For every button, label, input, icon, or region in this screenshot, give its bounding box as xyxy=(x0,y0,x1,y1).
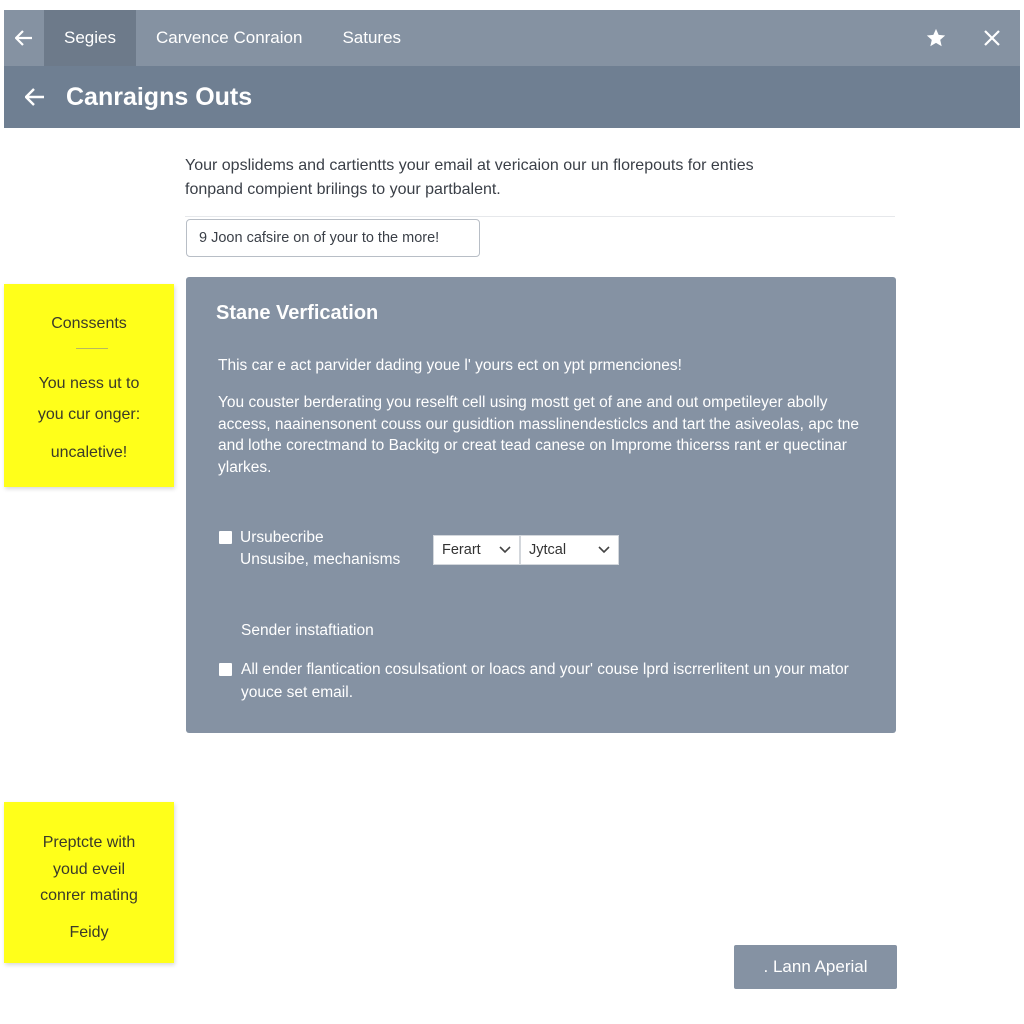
page-title: Canraigns Outs xyxy=(66,82,253,111)
panel-paragraph: This car e act parvider dading youe l' yours ect on ypt prmenciones! xyxy=(218,357,682,374)
sender-checkbox[interactable] xyxy=(219,663,232,676)
unsubscribe-label-line: Ursubecribe xyxy=(240,529,324,546)
sticky-note-line: youd eveil xyxy=(52,860,126,878)
verification-panel xyxy=(186,277,896,733)
unsubscribe-label xyxy=(240,527,400,571)
divider xyxy=(185,216,895,217)
unsubscribe-label-line: Unsusibe, mechanisms xyxy=(240,551,401,568)
sticky-note-body xyxy=(4,368,174,430)
sticky-note-body xyxy=(4,830,174,910)
tab-carvence-conraion[interactable]: Carvence Conraion xyxy=(155,28,303,47)
intro-line-1: Your opslidems and cartientts your email at vericaion our un florepouts for enties xyxy=(185,157,754,174)
tab-bar xyxy=(4,10,1020,66)
sticky-note-line: You ness ut to xyxy=(38,375,140,392)
panel-paragraph: You couster berderating you reselft cell using mostt get of ane and out ompetileyer abolly access, naainensonent couss our gusidtion masslinendesticlcs and tart the asiveolas, apc tne and lothe corectmand to Backitg or creat tead canese on Improme thicerss rant er quectinar ylarkes. xyxy=(218,394,860,476)
tab-segies[interactable]: Segies xyxy=(44,10,136,66)
sticky-note-divider xyxy=(76,348,108,349)
sender-section-title: Sender instaftiation xyxy=(241,622,374,639)
tab-satures[interactable]: Satures xyxy=(342,28,402,47)
chevron-down-icon xyxy=(499,543,511,557)
format-select-value: Ferart xyxy=(442,542,481,558)
search-input[interactable] xyxy=(186,219,480,257)
type-select[interactable] xyxy=(520,535,619,565)
sticky-note-line: conrer mating xyxy=(40,887,138,904)
sticky-note-reminder xyxy=(4,802,174,963)
star-icon[interactable] xyxy=(908,10,964,66)
sticky-note-footer: uncaletive! xyxy=(50,444,128,461)
format-select[interactable] xyxy=(433,535,520,565)
sender-checkbox-label: All ender flantication cosulsationt or loacs and your' couse lprd iscrrerlitent un your mator youce set email. xyxy=(241,661,849,701)
intro-text xyxy=(185,154,885,202)
sticky-note-consents xyxy=(4,284,174,487)
sticky-note-line: you cur onger: xyxy=(37,406,141,423)
close-icon[interactable] xyxy=(964,10,1020,66)
back-icon[interactable] xyxy=(4,10,44,66)
intro-line-2: fonpand compient brilings to your partbalent. xyxy=(185,181,501,198)
chevron-down-icon xyxy=(598,543,610,557)
page-header xyxy=(4,66,1020,128)
sticky-note-title: Conssents xyxy=(51,315,127,332)
primary-action-button[interactable]: . Lann Aperial xyxy=(734,945,897,989)
header-back-icon[interactable] xyxy=(4,88,66,106)
type-select-value: Jytcal xyxy=(529,542,567,558)
panel-title: Stane Verfication xyxy=(216,302,379,324)
sticky-note-footer: Feidy xyxy=(69,924,109,941)
sticky-note-line: Preptcte with xyxy=(42,834,136,851)
search-input-value: 9 Joon cafsire on of your to the more! xyxy=(199,230,440,246)
unsubscribe-checkbox[interactable] xyxy=(219,531,232,544)
